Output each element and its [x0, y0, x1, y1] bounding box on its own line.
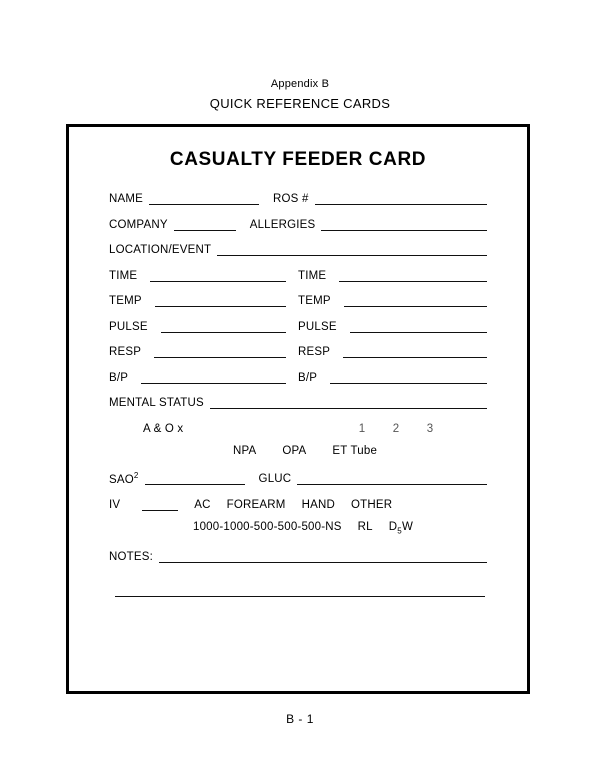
row-temp [109, 295, 487, 307]
label-pulse-left: PULSE [109, 320, 148, 333]
airway-option-npa[interactable]: NPA [232, 444, 257, 457]
iv-site-ac[interactable]: AC [194, 498, 211, 511]
iv-site-hand[interactable]: HAND [301, 498, 335, 511]
card-content [69, 127, 527, 691]
label-time-left: TIME [109, 269, 138, 282]
label-location-event: LOCATION/EVENT [109, 244, 212, 256]
row-iv-sites [109, 499, 487, 511]
input-mental-status[interactable] [210, 397, 487, 409]
document-header [0, 0, 600, 114]
row-notes [109, 551, 487, 563]
row-company-allergies [109, 219, 487, 231]
label-ros: ROS # [273, 193, 309, 205]
label-pulse-right: PULSE [298, 320, 337, 333]
input-ros[interactable] [315, 193, 487, 205]
row-aox [109, 423, 487, 435]
document-subtitle: QUICK REFERENCE CARDS [209, 96, 391, 111]
row-location-event [109, 244, 487, 256]
fluid-rl[interactable]: RL [357, 520, 373, 533]
aox-options [345, 423, 487, 435]
input-resp-right[interactable] [343, 346, 487, 358]
card-title: CASUALTY FEEDER CARD [169, 149, 427, 170]
row-name-ros [109, 193, 487, 205]
row-mental-status [109, 397, 487, 409]
row-fluids [109, 521, 487, 535]
label-name: NAME [109, 193, 144, 205]
row-time [109, 270, 487, 282]
page-number: B - 1 [286, 712, 314, 726]
label-temp-right: TEMP [298, 295, 331, 307]
label-resp-right: RESP [298, 346, 331, 358]
row-pulse [109, 321, 487, 333]
aox-option-2[interactable]: 2 [392, 422, 400, 435]
label-bp-left: B/P [109, 371, 129, 384]
aox-option-1[interactable]: 1 [358, 422, 366, 435]
input-bp-left[interactable] [141, 372, 286, 384]
input-name[interactable] [149, 193, 259, 205]
input-resp-left[interactable] [154, 346, 286, 358]
label-mental-status: MENTAL STATUS [109, 397, 204, 409]
label-bp-right: B/P [298, 371, 318, 384]
airway-option-opa[interactable]: OPA [282, 444, 307, 457]
input-sao2[interactable] [145, 473, 245, 485]
input-location-event[interactable] [217, 244, 487, 256]
label-aox: A & O x [143, 422, 184, 435]
input-temp-right[interactable] [344, 295, 487, 307]
row-resp [109, 346, 487, 358]
input-notes-line-1[interactable] [159, 551, 487, 563]
input-notes-line-2[interactable] [115, 585, 485, 597]
fluid-ns[interactable]: NS [325, 520, 342, 533]
row-bp [109, 372, 487, 384]
input-pulse-right[interactable] [350, 321, 487, 333]
input-gluc[interactable] [297, 473, 487, 485]
label-gluc: GLUC [258, 473, 292, 486]
fluid-d5w[interactable]: $D_5W$ [388, 520, 413, 536]
fluid-volumes: 1000-1000-500-500-500- [192, 520, 326, 533]
input-company[interactable] [174, 219, 236, 231]
label-sao2: SAO$^2$ [109, 470, 139, 486]
label-time-right: TIME [298, 269, 327, 282]
iv-site-other[interactable]: OTHER [350, 498, 393, 511]
airway-option-et-tube[interactable]: ET Tube [332, 444, 378, 457]
input-allergies[interactable] [321, 219, 487, 231]
row-sao2-gluc [109, 471, 487, 486]
appendix-label: Appendix B [270, 78, 330, 90]
label-temp-left: TEMP [109, 295, 142, 307]
iv-site-forearm[interactable]: FOREARM [226, 498, 286, 511]
input-temp-left[interactable] [155, 295, 286, 307]
input-bp-right[interactable] [330, 372, 487, 384]
label-notes: NOTES: [109, 551, 154, 564]
label-resp-left: RESP [109, 346, 142, 358]
aox-option-3[interactable]: 3 [426, 422, 434, 435]
label-iv: IV [109, 498, 121, 511]
input-time-left[interactable] [150, 270, 286, 282]
label-company: COMPANY [109, 218, 168, 231]
input-iv[interactable] [142, 499, 178, 511]
label-allergies: ALLERGIES [249, 218, 316, 231]
casualty-feeder-card [66, 124, 530, 694]
input-time-right[interactable] [339, 270, 487, 282]
input-pulse-left[interactable] [161, 321, 286, 333]
row-airway-options [109, 445, 487, 457]
